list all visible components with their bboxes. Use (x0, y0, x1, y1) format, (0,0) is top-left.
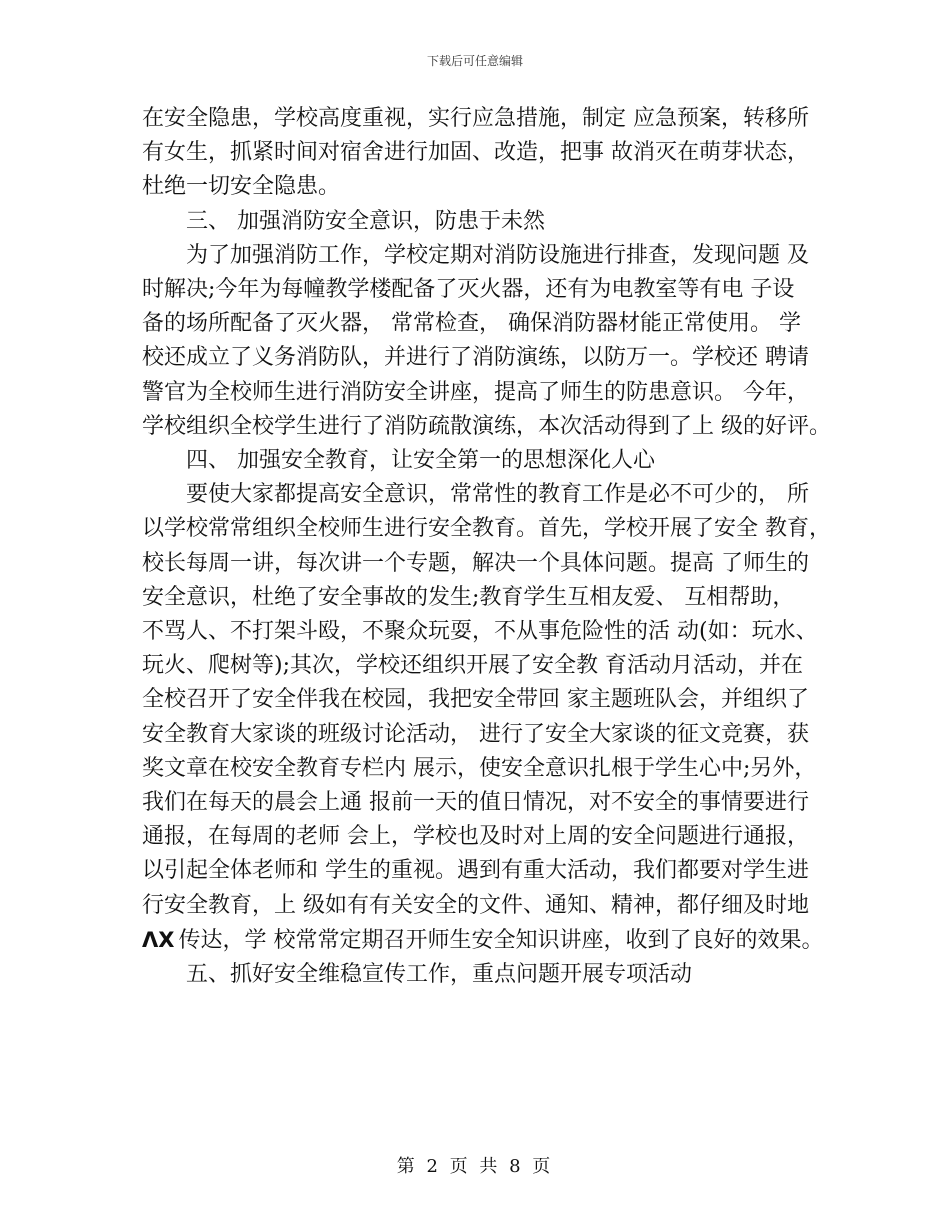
section-heading: 五、抓好安全维稳宣传工作，重点问题开展专项活动 (186, 962, 693, 988)
section-heading: 四、 加强安全教育，让安全第一的思想深化人心 (186, 448, 655, 474)
text-line: 以引起全体老师和 学生的重视。遇到有重大活动，我们都要对学生进 (142, 858, 809, 884)
text-line: 不骂人、不打架斗殴，不聚众玩耍，不从事危险性的活 动(如：玩水、 (142, 619, 818, 645)
text-line: 校还成立了义务消防队，并进行了消防演练，以防万一。学校还 聘请 (142, 345, 809, 371)
text-line (142, 923, 822, 958)
text-line: 我们在每天的晨会上通 报前一天的值日情况，对不安全的事情要进行 (142, 790, 809, 816)
text-line: 通报，在每周的老师 会上，学校也及时对上周的安全问题进行通报， (142, 824, 809, 850)
text-line: 备的场所配备了灭火器， 常常检查， 确保消防器材能正常使用。 学 (142, 311, 801, 337)
text-line: 奖文章在校安全教育专栏内 展示，使安全意识扎根于学生心中;另外， (142, 755, 817, 781)
text-line: 有女生，抓紧时间对宿舍进行加固、改造，把事 故消灭在萌芽状态， (142, 140, 809, 166)
page-footer: 第 2 页 共 8 页 (396, 1156, 554, 1177)
text-line: 警官为全校师生进行消防安全讲座，提高了师生的防患意识。 今年， (142, 379, 809, 405)
text-line: 玩火、爬树等);其次，学校还组织开展了安全教 育活动月活动，并在 (142, 653, 803, 679)
text-line: 杜绝一切安全隐患。 (142, 174, 341, 200)
text-line: 在安全隐患，学校高度重视，实行应急措施，制定 应急预案，转移所 (142, 106, 809, 131)
text-line: 学校组织全校学生进行了消防疏散演练，本次活动得到了上 级的好评。 (142, 413, 831, 439)
text-line: 要使大家都提高安全意识，常常性的教育工作是必不可少的， 所 (186, 482, 809, 508)
margin-mark: ΛX (142, 927, 175, 952)
text-line: 校长每周一讲，每次讲一个专题，解决一个具体问题。提高 了师生的 (142, 550, 809, 576)
text-line: 全校召开了安全伴我在校园，我把安全带回 家主题班队会，并组织了 (142, 687, 809, 713)
page-header: 下载后可任意编辑 (426, 54, 523, 68)
text-line: 时解决;今年为每幢教学楼配备了灭火器，还有为电教室等有电 子设 (142, 277, 795, 303)
text-line: 为了加强消防工作，学校定期对消防设施进行排查，发现问题 及 (186, 242, 809, 268)
text-line-content: 传达，学 校常常定期召开师生安全知识讲座，收到了良好的效果。 (178, 927, 824, 953)
text-line: 以学校常常组织全校师生进行安全教育。首先，学校开展了安全 教育， (142, 516, 831, 542)
document-body (142, 102, 831, 992)
text-line: 安全教育大家谈的班级讨论活动， 进行了安全大家谈的征文竞赛，获 (142, 721, 809, 747)
section-heading: 三、 加强消防安全意识，防患于未然 (186, 208, 545, 234)
text-line: 安全意识，杜绝了安全事故的发生;教育学生互相友爱、 互相帮助， (142, 584, 795, 610)
text-line: 行安全教育，上 级如有有关安全的文件、通知、精神，都仔细及时地 (142, 892, 809, 918)
